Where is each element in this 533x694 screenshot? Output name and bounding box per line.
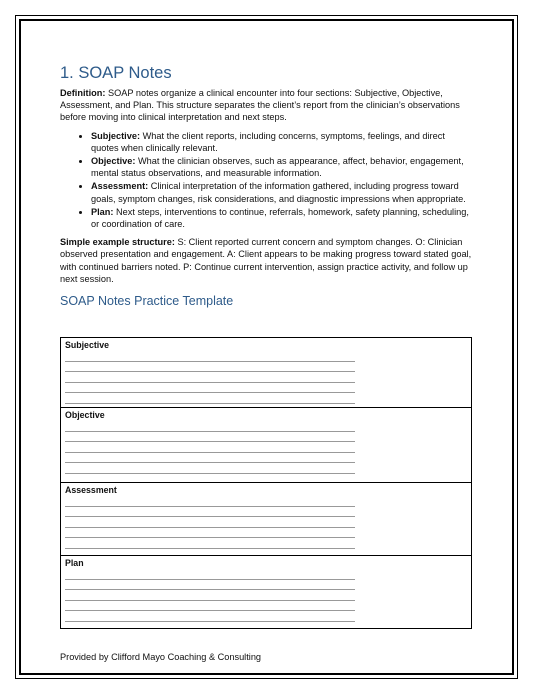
bullet-subjective — [91, 130, 472, 154]
writing-line — [65, 421, 355, 432]
bullet-plan — [91, 206, 472, 230]
bullet-text: What the client reports, including concerns, symptoms, feelings, and direct quotes when clinically relevant. — [91, 130, 445, 153]
footer-credit: Provided by Clifford Mayo Coaching & Consulting — [60, 652, 262, 662]
assessment-label: Assessment — [65, 485, 117, 495]
table-row — [61, 338, 472, 408]
writing-line — [65, 442, 355, 453]
writing-line — [65, 538, 355, 549]
objective-cell[interactable] — [61, 408, 472, 483]
document-body — [60, 62, 472, 310]
bullet-label: Objective: — [91, 156, 136, 167]
soap-practice-template-table — [60, 337, 472, 629]
table-row — [61, 556, 472, 629]
subjective-label: Subjective — [65, 340, 110, 350]
writing-line — [65, 601, 355, 612]
writing-line — [65, 569, 355, 580]
section-heading: 1. SOAP Notes — [60, 64, 172, 82]
writing-line — [65, 393, 355, 404]
writing-line — [65, 383, 355, 394]
writing-line — [65, 507, 355, 518]
writing-line — [65, 432, 355, 443]
bullet-label: Plan: — [91, 206, 114, 217]
bullet-label: Assessment: — [91, 181, 149, 192]
writing-line — [65, 463, 355, 474]
writing-line — [65, 580, 355, 591]
example-paragraph — [60, 236, 472, 285]
bullet-text: Clinical interpretation of the information gathered, including progress toward goals, symptom changes, risk considerations, and diagnostic impressions when appropriate. — [91, 181, 466, 204]
template-heading: SOAP Notes Practice Template — [60, 294, 234, 309]
example-text: S: Client reported current concern and symptom changes. O: Clinician observed presentation and engagement. A: Client appears to be making progress toward stated goal, with continued barriers noted. P: Continue current intervention, assign practice activity, and follow up next session. — [60, 237, 472, 284]
bullet-objective — [91, 155, 472, 179]
soap-bullet-list — [60, 130, 472, 231]
table-row — [61, 408, 472, 483]
writing-line — [65, 611, 355, 622]
bullet-text: Next steps, interventions to continue, referrals, homework, safety planning, scheduling, or coordination of care. — [91, 206, 469, 230]
definition-text: SOAP notes organize a clinical encounter into four sections: Subjective, Objective, Assessment, and Plan. This structure separates the client’s report from the clinician’s observations before moving into clinical interpretation and next steps. — [60, 88, 460, 123]
definition-label: Definition: — [60, 88, 106, 98]
table-row — [61, 483, 472, 556]
writing-line — [65, 496, 355, 507]
assessment-cell[interactable] — [61, 483, 472, 556]
subjective-cell[interactable] — [61, 338, 472, 408]
writing-line — [65, 590, 355, 601]
example-label: Simple example structure: — [60, 237, 175, 248]
objective-label: Objective — [65, 410, 105, 420]
bullet-text: What the clinician observes, such as appearance, affect, behavior, engagement, mental status observations, and measurable information. — [91, 156, 464, 179]
bullet-assessment — [91, 180, 472, 204]
bullet-label: Subjective: — [91, 130, 141, 141]
writing-line — [65, 528, 355, 539]
plan-cell[interactable] — [61, 556, 472, 629]
definition-paragraph — [60, 87, 472, 124]
plan-label: Plan — [65, 558, 84, 568]
writing-line — [65, 351, 355, 362]
writing-line — [65, 372, 355, 383]
writing-line — [65, 453, 355, 464]
writing-line — [65, 362, 355, 373]
writing-line — [65, 517, 355, 528]
